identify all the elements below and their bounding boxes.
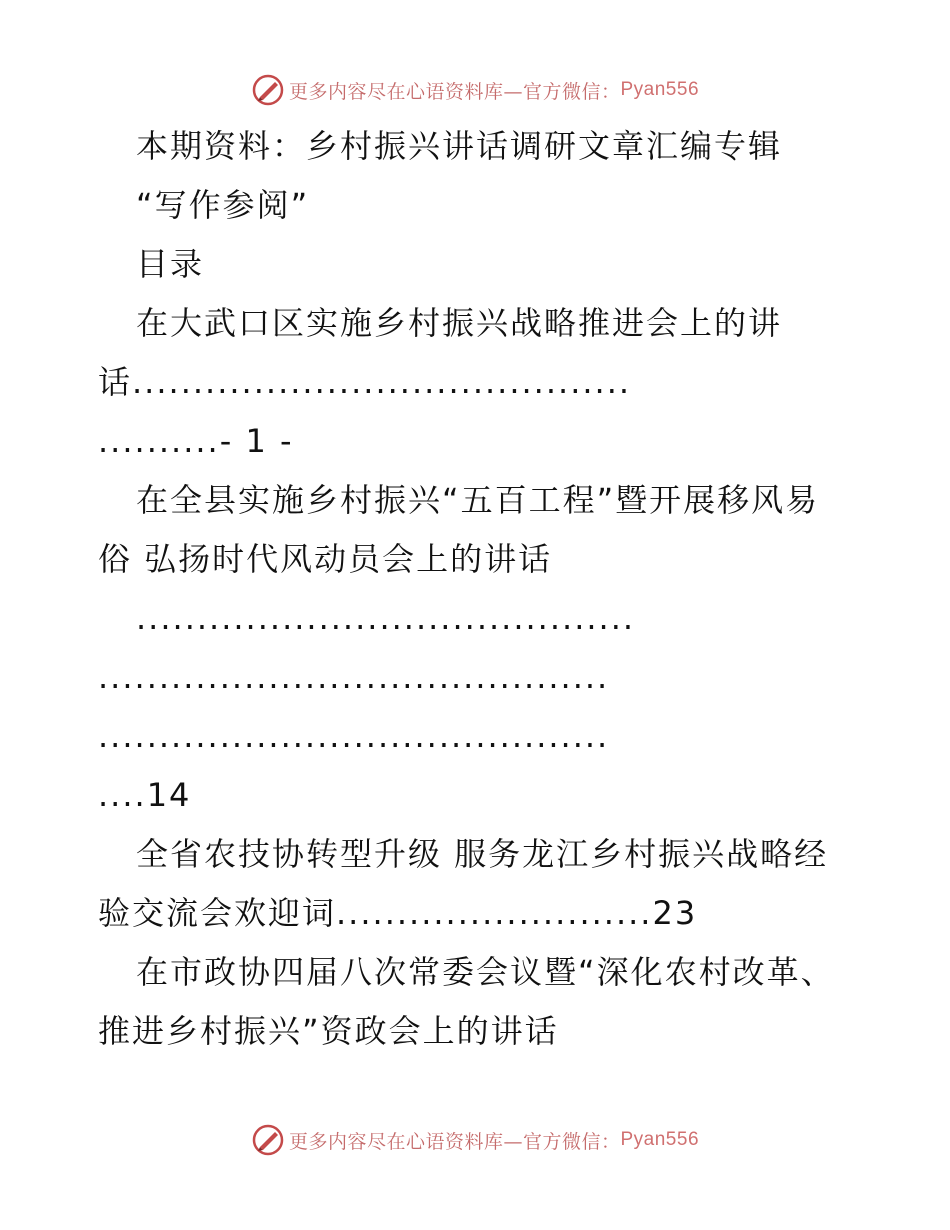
watermark-banner-bottom (0, 1120, 950, 1160)
toc-entry-3-title: 全省农技协转型升级 服务龙江乡村振兴战略经 (136, 835, 829, 873)
watermark-wechat-id: Pyan556 (620, 79, 700, 100)
toc-entry-4-title: 在市政协四届八次常委会议暨“深化农村改革、 (136, 953, 835, 991)
issue-title: 本期资料：乡村振兴讲话调研文章汇编专辑 (136, 127, 783, 165)
toc-entry-3-title-cont: 验交流会欢迎词..........................23 (98, 894, 698, 932)
toc-entry-1-leader: 话......................................... (98, 363, 632, 401)
series-name: “写作参阅” (136, 186, 310, 224)
toc-entry-2-title: 在全县实施乡村振兴“五百工程”暨开展移风易 (136, 481, 820, 519)
pen-logo-icon (251, 73, 285, 107)
watermark-banner-top (0, 70, 950, 110)
pen-logo-icon (251, 1123, 285, 1157)
toc-entry-4-title-cont: 推进乡村振兴”资政会上的讲话 (98, 1012, 559, 1050)
toc-entry-2-title-cont: 俗 弘扬时代风动员会上的讲话 (98, 540, 553, 578)
toc-entry-2-leader-3: .......................................... (98, 717, 610, 755)
toc-entry-1-title: 在大武口区实施乡村振兴战略推进会上的讲 (136, 304, 783, 342)
watermark-text: 更多内容尽在心语资料库—官方微信： (288, 80, 621, 103)
toc-entry-1-page: ..........- 1 - (98, 422, 294, 460)
watermark-text: 更多内容尽在心语资料库—官方微信： (288, 1130, 621, 1153)
toc-heading: 目录 (136, 245, 205, 283)
watermark-wechat-id: Pyan556 (620, 1129, 700, 1150)
toc-entry-2-leader-1: ......................................... (136, 599, 636, 637)
toc-entry-2-leader-2: .......................................... (98, 658, 610, 696)
document-body (98, 117, 843, 1061)
toc-entry-2-page: ....14 (98, 776, 192, 814)
